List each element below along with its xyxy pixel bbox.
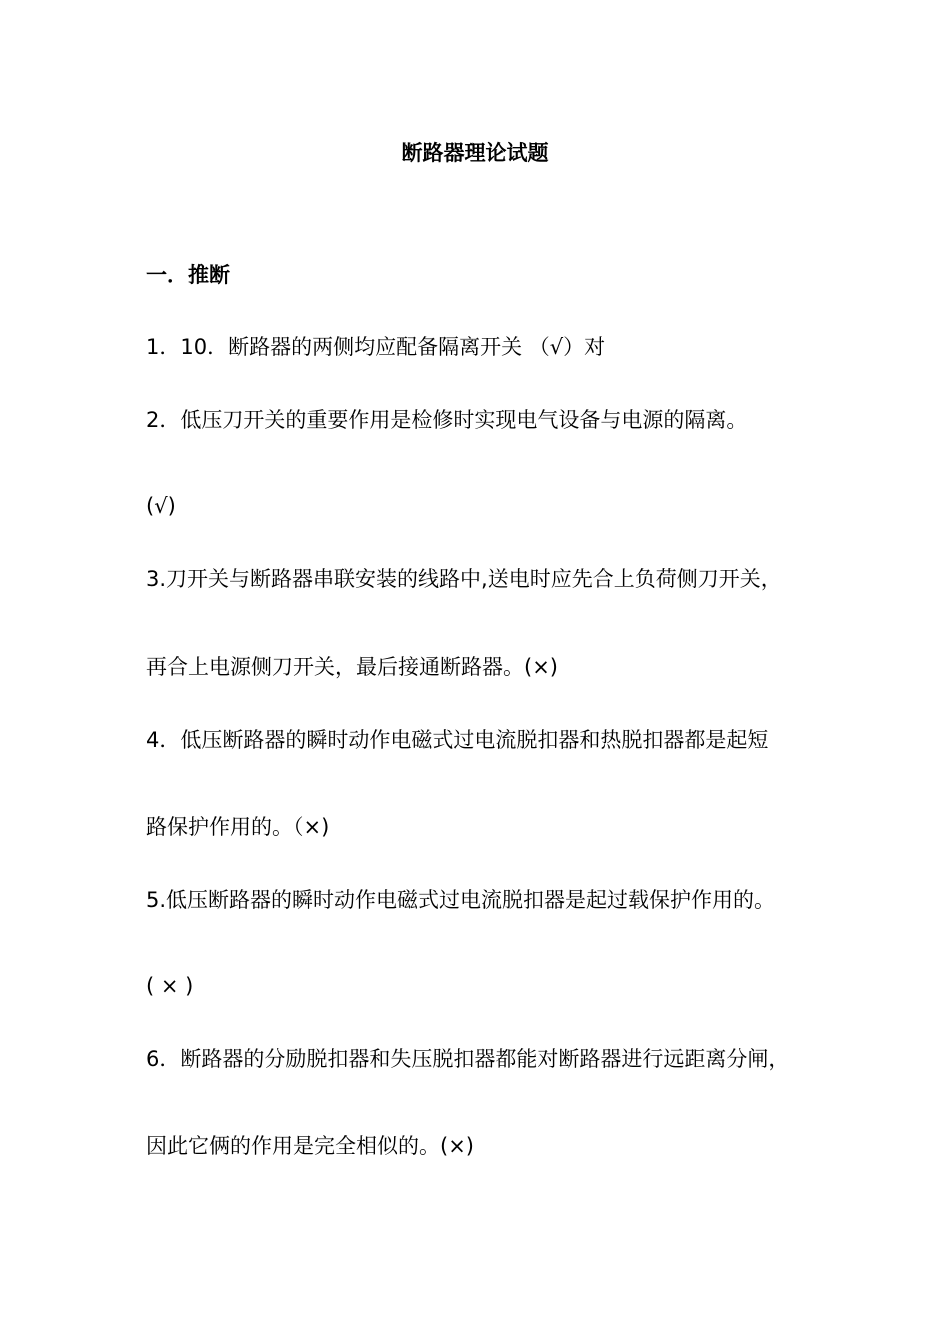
- question-line-2: 2．低压刀开关的重要作用是检修时实现电气设备与电源的隔离。: [146, 408, 748, 432]
- question-line-5: 5.低压断路器的瞬时动作电磁式过电流脱扣器是起过载保护作用的。: [146, 888, 776, 912]
- section-heading: 一．推断: [146, 263, 230, 287]
- question-line-4a: 4．低压断路器的瞬时动作电磁式过电流脱扣器和热脱扣器都是起短: [146, 728, 769, 752]
- question-line-6a: 6．断路器的分励脱扣器和失压脱扣器都能对断路器进行远距离分闸，: [146, 1047, 790, 1071]
- page-title: 断路器理论试题: [401, 141, 549, 165]
- answer-line-5: ( × ): [146, 974, 194, 998]
- question-line-1: 1．10．断路器的两侧均应配备隔离开关 （√）对: [146, 335, 606, 359]
- answer-line-2: (√): [146, 494, 176, 518]
- question-line-3b: 再合上电源侧刀开关，最后接通断路器。(×): [146, 655, 558, 679]
- question-line-6b: 因此它俩的作用是完全相似的。(×): [146, 1134, 474, 1158]
- question-line-4b: 路保护作用的。（×): [146, 815, 330, 839]
- question-line-3a: 3.刀开关与断路器串联安装的线路中,送电时应先合上负荷侧刀开关，: [146, 567, 782, 591]
